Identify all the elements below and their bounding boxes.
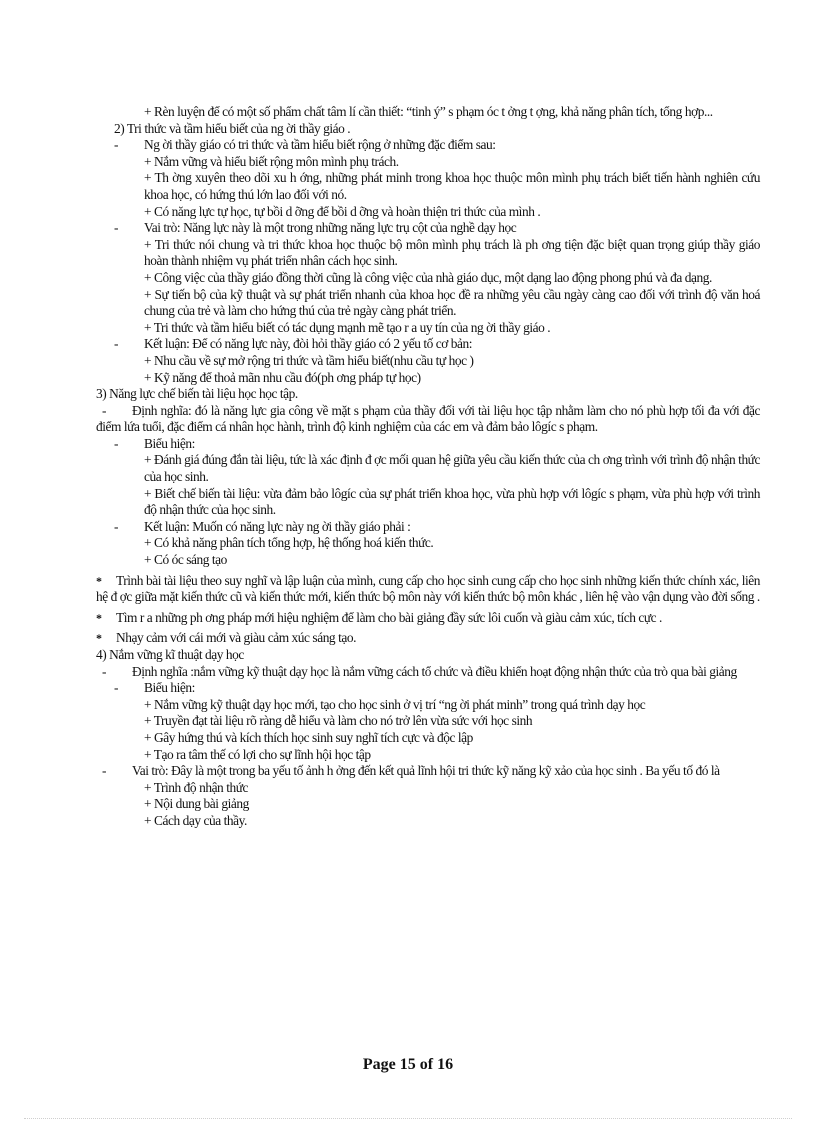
line-text: + Th ờng xuyên theo dõi xu h ớng, những phát minh trong khoa học thuộc môn mình phụ trách biết tiến hành nghiên cứu khoa học, có hứng thú lớn lao đối với nó.: [144, 170, 760, 202]
line-text: Tìm r a những ph ơng pháp mới hiệu nghiệm để làm cho bài giảng đầy sức lôi cuốn và giàu cảm xúc, tích cực .: [116, 609, 662, 625]
plus-item: [96, 486, 760, 519]
plus-item: [96, 370, 760, 387]
line-text: Định nghĩa :nắm vững kỹ thuật dạy học là nắm vững cách tổ chức và điều khiển hoạt động nhận thức của trò qua bài giảng: [132, 663, 737, 679]
plus-item: [96, 104, 760, 121]
line-text: + Sự tiến bộ của kỹ thuật và sự phát triển nhanh của khoa học đề ra những yêu cầu ngày càng cao đối với trình độ văn hoá chung của trẻ và làm cho hứng thú của trẻ ngày càng phát triển.: [144, 286, 760, 319]
line-text: Kết luận: Muốn có năng lực này ng ời thầy giáo phải :: [144, 518, 411, 534]
line-text: + Có năng lực tự học, tự bồi d ỡng để bồi d ỡng và hoàn thiện tri thức của mình .: [144, 203, 541, 219]
line-text: Ng ời thầy giáo có tri thức và tầm hiểu biết rộng ở những đặc điểm sau:: [144, 137, 496, 153]
plus-item: [96, 320, 760, 337]
line-text: Trình bài tài liệu theo suy nghĩ và lập luận của mình, cung cấp cho học sinh cung cấp cho học sinh những kiến thức chính xác, liên hệ đ ợc giữa mặt kiến thức cũ và kiến thức mới, kiến thức bộ môn này với kiến thức bộ môn khác , liên hệ vào vận dụng vào đời sống .: [96, 572, 760, 605]
line-text: Biểu hiện:: [144, 680, 195, 696]
plus-item: [96, 780, 760, 797]
line-text: Vai trò: Năng lực này là một trong những năng lực trụ cột của nghề dạy học: [144, 220, 517, 236]
star-bullet-icon: *: [96, 631, 102, 646]
dash-bullet-icon: -: [114, 336, 119, 352]
dash-bullet-icon: -: [114, 435, 119, 451]
dash-item: [96, 336, 760, 353]
plus-item: [96, 713, 760, 730]
plus-item: [96, 730, 760, 747]
line-text: + Kỹ năng để thoả mãn nhu cầu đó(ph ơng pháp tự học): [144, 369, 421, 385]
plus-item: [96, 813, 760, 830]
line-text: Định nghĩa: đó là năng lực gia công về mặt s phạm của thầy đối với tài liệu học tập nhằm làm cho nó phù hợp tối đa với đặc điểm lứa tuổi, đặc điểm cá nhân học hành, trình độ kinh nghiệm của các em và đảm bảo lôgíc s phạm.: [96, 402, 760, 435]
line-text: 2) Tri thức và tầm hiểu biết của ng ời thầy giáo .: [114, 120, 351, 136]
star-paragraph: [96, 610, 760, 627]
section-heading: [96, 647, 760, 664]
line-text: + Nội dung bài giảng: [144, 796, 249, 812]
line-text: + Gây hứng thú và kích thích học sinh suy nghĩ tích cực và độc lập: [144, 729, 473, 745]
dash-item: [96, 519, 760, 536]
line-text: Nhạy cảm với cái mới và giàu cảm xúc sáng tạo.: [116, 630, 356, 646]
dash-bullet-icon: -: [114, 518, 119, 534]
page-footer: Page 15 of 16: [362, 1056, 454, 1073]
line-text: + Đánh giá đúng đắn tài liệu, tức là xác định đ ợc mối quan hệ giữa yêu cầu kiến thức của ch ơng trình với trình độ nhận thức của học sinh.: [144, 452, 760, 485]
line-text: + Tạo ra tâm thế có lợi cho sự lĩnh hội học tập: [144, 746, 371, 762]
document-body: [96, 104, 760, 830]
dash-paragraph: [96, 763, 760, 780]
line-text: + Nhu cầu về sự mở rộng tri thức và tầm hiểu biết(nhu cầu tự học ): [144, 352, 474, 368]
plus-item: [96, 796, 760, 813]
dash-bullet-icon: -: [114, 680, 119, 696]
line-text: 4) Nắm vững kĩ thuật dạy học: [96, 647, 244, 662]
dash-paragraph: [96, 664, 760, 681]
dash-bullet-icon: -: [102, 402, 107, 418]
line-text: + Có khả năng phân tích tổng hợp, hệ thống hoá kiến thức.: [144, 535, 434, 551]
line-text: + Có óc sáng tạo: [144, 552, 227, 568]
line-text: + Tri thức nói chung và tri thức khoa học thuộc bộ môn mình phụ trách là ph ơng tiện đặc biệt quan trọng giúp thầy giáo hoàn thành nhiệm vụ phát triển nhân cách học sinh.: [144, 236, 760, 269]
line-text: 3) Năng lực chế biến tài liệu học học tập.: [96, 386, 298, 402]
line-text: + Tri thức và tầm hiểu biết có tác dụng mạnh mẽ tạo r a uy tín của ng ời thầy giáo .: [144, 319, 551, 335]
section-heading: [96, 121, 760, 138]
star-bullet-icon: *: [96, 573, 102, 588]
section-heading: [96, 386, 760, 403]
star-paragraph: [96, 573, 760, 606]
plus-item: [96, 170, 760, 203]
dash-paragraph: [96, 403, 760, 436]
line-text: + Truyền đạt tài liệu rõ ràng dễ hiểu và làm cho nó trở lên vừa sức với học sinh: [144, 713, 533, 729]
dash-item: [96, 137, 760, 154]
plus-item: [96, 237, 760, 270]
plus-item: [96, 353, 760, 370]
line-text: + Nắm vững kỹ thuật dạy học mới, tạo cho học sinh ở vị trí “ng ời phát minh” trong quá trình dạy học: [144, 696, 646, 712]
page-bottom-rule: [24, 1118, 792, 1119]
plus-item: [96, 697, 760, 714]
plus-item: [96, 287, 760, 320]
dash-item: [96, 220, 760, 237]
line-text: + Rèn luyện để có một số phẩm chất tâm lí cần thiết: “tinh ý” s phạm óc t ởng t ợng, khả năng phân tích, tổng hợp...: [144, 104, 713, 119]
line-text: + Biết chế biến tài liệu: vừa đảm bảo lôgíc của sự phát triển khoa học, vừa phù hợp với lôgíc s phạm, vừa phù hợp với trình độ nhận thức của học sinh.: [144, 485, 760, 518]
line-text: Biểu hiện:: [144, 435, 195, 451]
line-text: + Nắm vững và hiểu biết rộng môn mình phụ trách.: [144, 153, 399, 169]
plus-item: [96, 552, 760, 569]
plus-item: [96, 535, 760, 552]
line-text: Kết luận: Để có năng lực này, đòi hỏi thầy giáo có 2 yếu tố cơ bản:: [144, 336, 473, 352]
plus-item: [96, 154, 760, 171]
dash-bullet-icon: -: [102, 763, 107, 779]
star-bullet-icon: *: [96, 610, 102, 625]
line-text: Vai trò: Đây là một trong ba yếu tố ảnh h ởng đến kết quả lĩnh hội tri thức kỹ năng kỹ xảo của học sinh . Ba yếu tố đó là: [132, 763, 720, 779]
dash-item: [96, 680, 760, 697]
dash-bullet-icon: -: [114, 220, 119, 236]
star-paragraph: [96, 630, 760, 647]
plus-item: [96, 270, 760, 287]
plus-item: [96, 204, 760, 221]
dash-bullet-icon: -: [102, 663, 107, 679]
line-text: + Công việc của thầy giáo đồng thời cũng là công việc của nhà giáo dục, một dạng lao động phong phú và đa dạng.: [144, 269, 712, 285]
line-text: + Trình độ nhận thức: [144, 779, 249, 795]
plus-item: [96, 452, 760, 485]
line-text: + Cách dạy của thầy.: [144, 812, 247, 828]
dash-item: [96, 436, 760, 453]
dash-bullet-icon: -: [114, 137, 119, 153]
plus-item: [96, 747, 760, 764]
